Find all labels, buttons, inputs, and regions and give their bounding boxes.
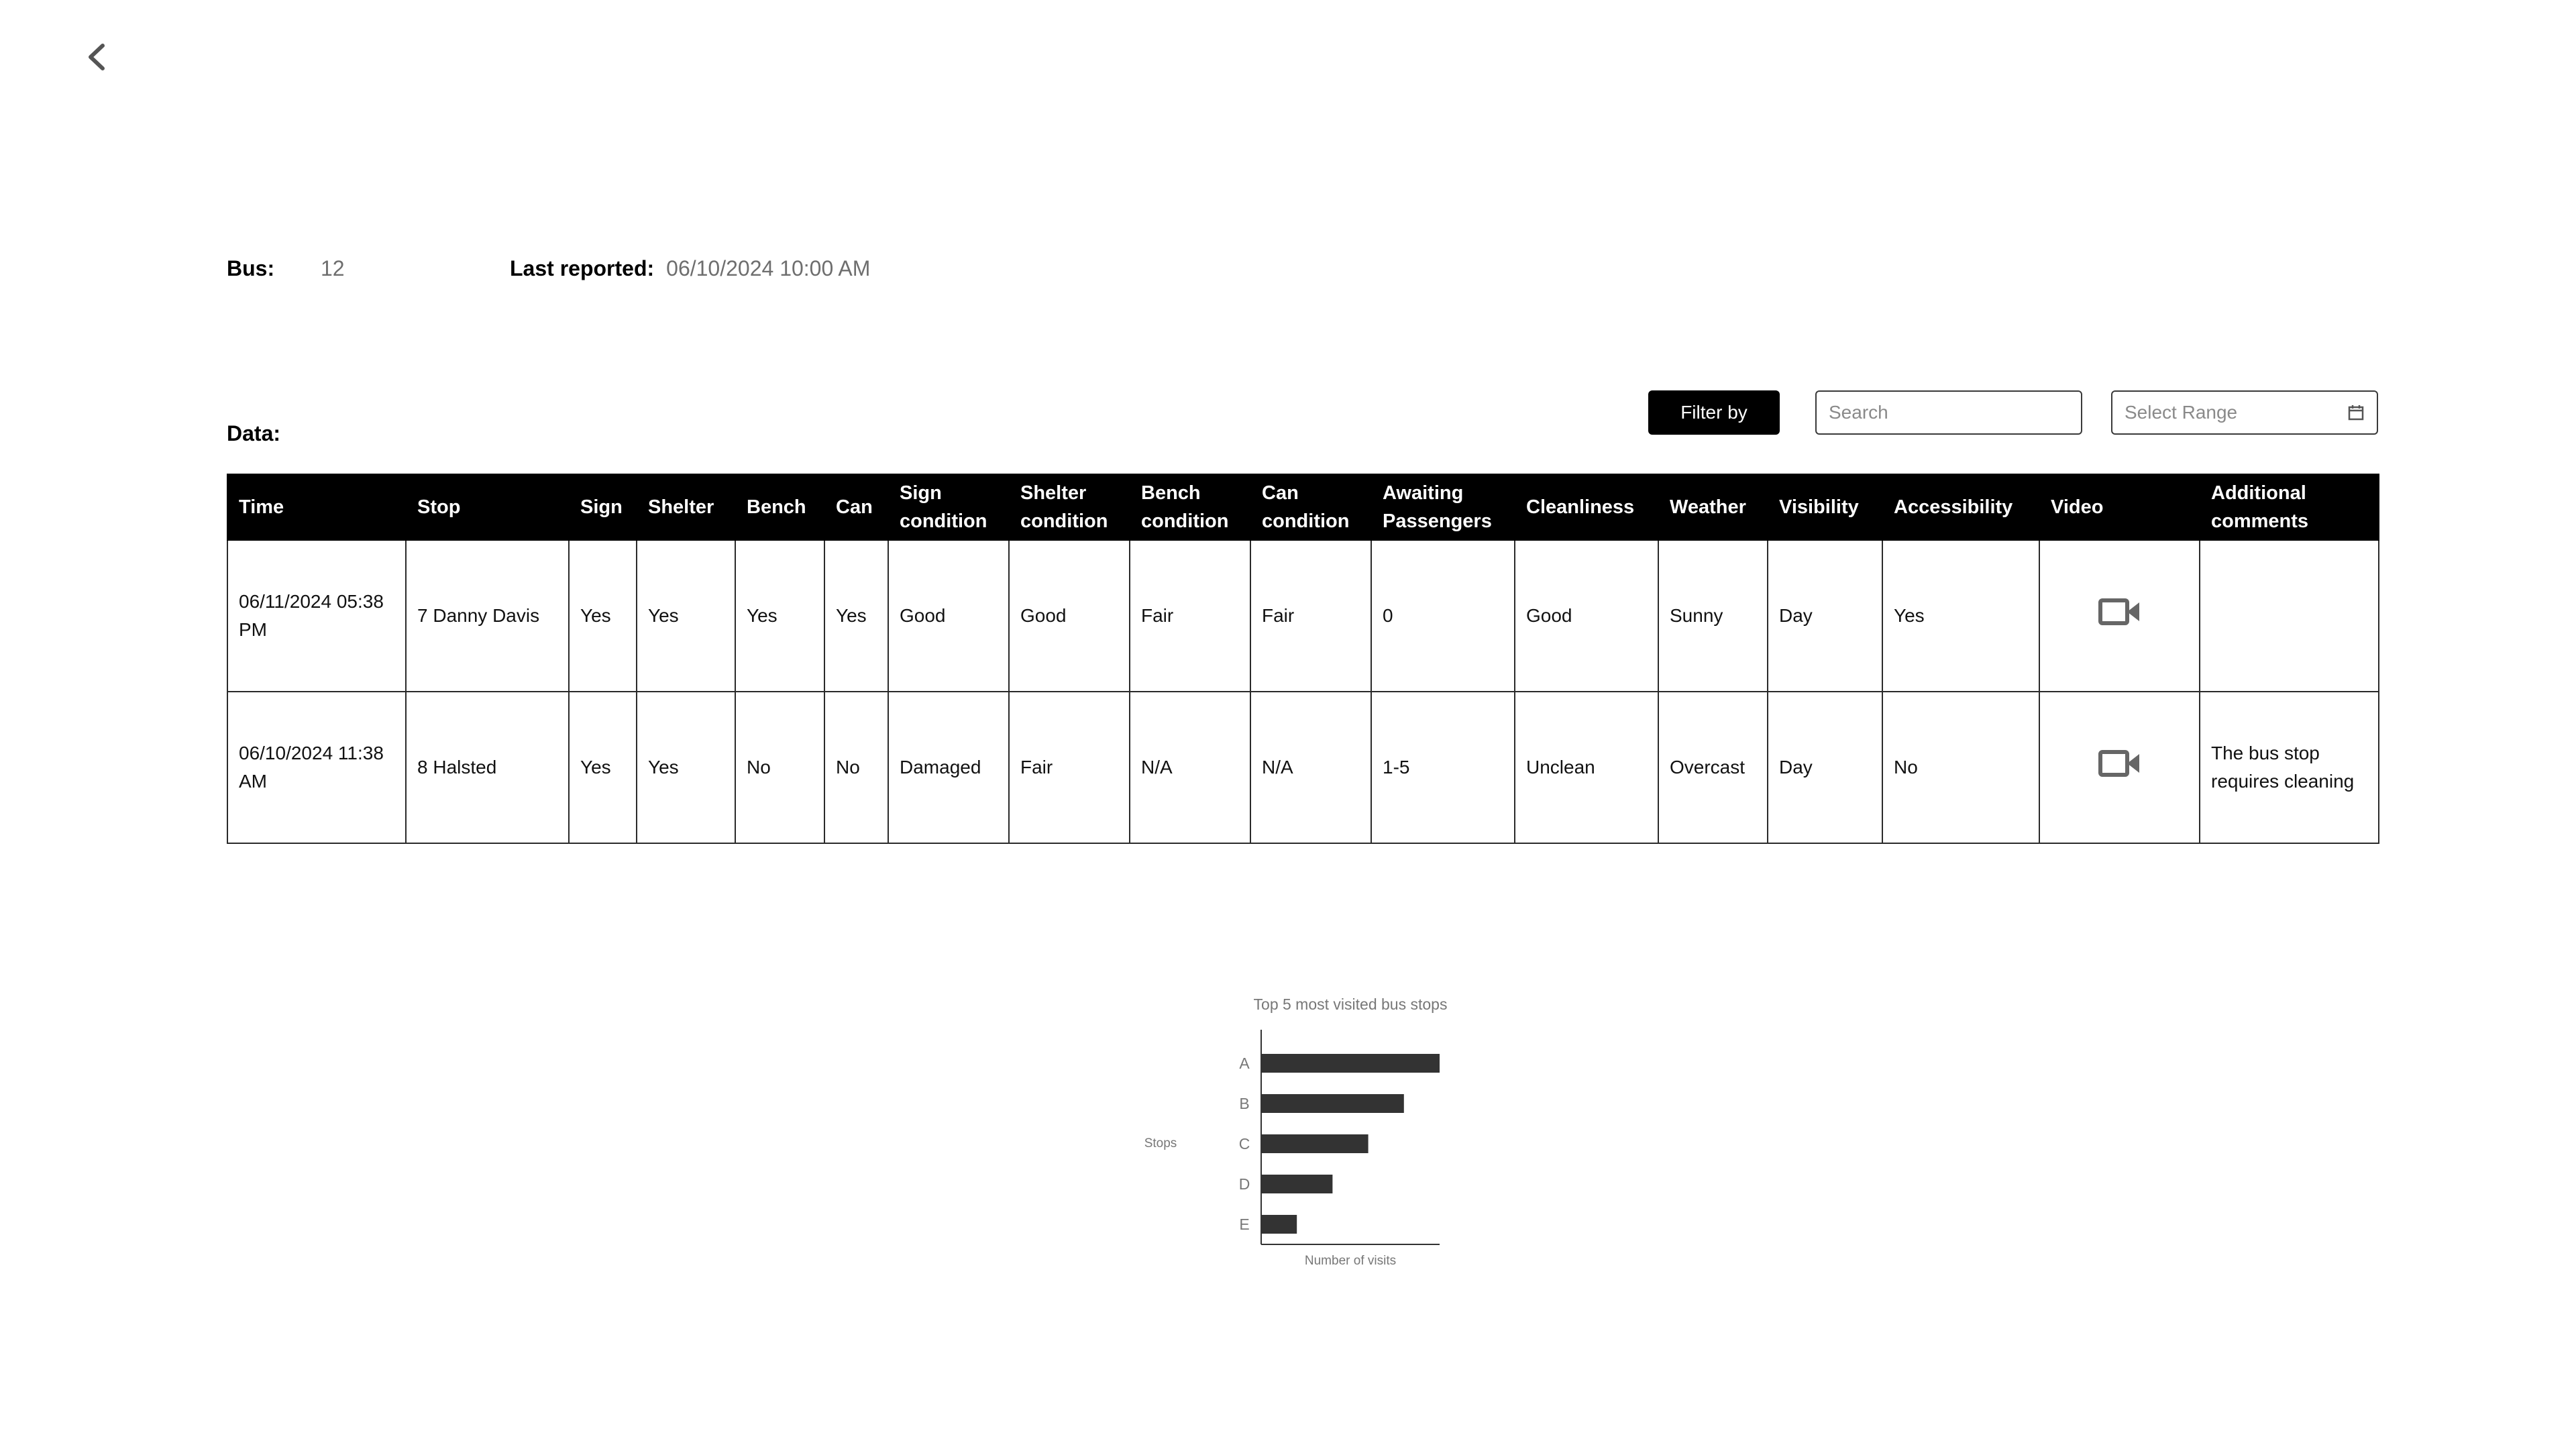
cell-video	[2039, 540, 2200, 692]
bus-value: 12	[321, 256, 345, 280]
header-can-condition[interactable]: Can condition	[1250, 474, 1371, 540]
header-additional-comments[interactable]: Additional comments	[2200, 474, 2379, 540]
header-bench[interactable]: Bench	[735, 474, 824, 540]
cell-stop: 7 Danny Davis	[406, 540, 569, 692]
cell-shelter: Yes	[637, 692, 735, 843]
header-sign[interactable]: Sign	[569, 474, 637, 540]
cell-sign: Yes	[569, 692, 637, 843]
y-tick-label: C	[1238, 1135, 1250, 1152]
header-stop[interactable]: Stop	[406, 474, 569, 540]
video-camera-icon[interactable]	[2098, 597, 2142, 627]
chart-bar	[1261, 1134, 1368, 1153]
cell-visibility: Day	[1768, 692, 1882, 843]
chart-bar	[1261, 1054, 1440, 1073]
top-stops-chart	[1140, 986, 1516, 1268]
cell-visibility: Day	[1768, 540, 1882, 692]
header-sign-condition[interactable]: Sign condition	[888, 474, 1009, 540]
cell-sign: Yes	[569, 540, 637, 692]
y-tick-label: D	[1238, 1175, 1250, 1193]
table-header-row	[227, 474, 2379, 540]
cell-accessibility: No	[1882, 692, 2039, 843]
cell-shelter-condition: Good	[1009, 540, 1130, 692]
cell-can: No	[824, 692, 888, 843]
cell-awaiting-passengers: 0	[1371, 540, 1515, 692]
cell-bench: Yes	[735, 540, 824, 692]
cell-stop: 8 Halsted	[406, 692, 569, 843]
cell-time: 06/11/2024 05:38 PM	[227, 540, 406, 692]
cell-awaiting-passengers: 1-5	[1371, 692, 1515, 843]
header-visibility[interactable]: Visibility	[1768, 474, 1882, 540]
x-axis-label: Number of visits	[1304, 1254, 1397, 1268]
cell-shelter-condition: Fair	[1009, 692, 1130, 843]
chevron-left-icon	[84, 40, 111, 74]
bar-chart	[1140, 986, 1516, 1268]
cell-time: 06/10/2024 11:38 AM	[227, 692, 406, 843]
chart-bar	[1261, 1094, 1404, 1113]
cell-accessibility: Yes	[1882, 540, 2039, 692]
cell-bench: No	[735, 692, 824, 843]
cell-bench-condition: N/A	[1130, 692, 1250, 843]
select-range-input[interactable]	[2111, 390, 2378, 435]
search-input[interactable]	[1815, 390, 2082, 435]
cell-cleanliness: Good	[1515, 540, 1658, 692]
cell-shelter: Yes	[637, 540, 735, 692]
reports-table	[227, 474, 2379, 844]
chart-title: Top 5 most visited bus stops	[1253, 996, 1448, 1013]
y-tick-label: B	[1239, 1095, 1250, 1112]
table-row[interactable]	[227, 692, 2379, 843]
cell-video	[2039, 692, 2200, 843]
table-row[interactable]	[227, 540, 2379, 692]
filter-by-button[interactable]: Filter by	[1648, 390, 1780, 435]
header-shelter[interactable]: Shelter	[637, 474, 735, 540]
cell-can-condition: Fair	[1250, 540, 1371, 692]
bus-info-row	[227, 254, 870, 283]
cell-cleanliness: Unclean	[1515, 692, 1658, 843]
chart-bar	[1261, 1175, 1332, 1193]
header-bench-condition[interactable]: Bench condition	[1130, 474, 1250, 540]
cell-weather: Overcast	[1658, 692, 1768, 843]
cell-can-condition: N/A	[1250, 692, 1371, 843]
calendar-icon	[2347, 404, 2365, 421]
bus-label: Bus:	[227, 256, 275, 280]
cell-can: Yes	[824, 540, 888, 692]
cell-bench-condition: Fair	[1130, 540, 1250, 692]
last-reported-value: 06/10/2024 10:00 AM	[666, 256, 871, 280]
video-camera-icon[interactable]	[2098, 749, 2142, 778]
header-can[interactable]: Can	[824, 474, 888, 540]
header-awaiting-passengers[interactable]: Awaiting Passengers	[1371, 474, 1515, 540]
cell-sign-condition: Damaged	[888, 692, 1009, 843]
header-accessibility[interactable]: Accessibility	[1882, 474, 2039, 540]
y-tick-label: E	[1239, 1216, 1250, 1233]
cell-sign-condition: Good	[888, 540, 1009, 692]
last-reported-label: Last reported:	[510, 256, 655, 280]
y-tick-label: A	[1239, 1055, 1250, 1072]
header-weather[interactable]: Weather	[1658, 474, 1768, 540]
y-axis-label: Stops	[1144, 1136, 1177, 1150]
header-time[interactable]: Time	[227, 474, 406, 540]
cell-additional-comments: The bus stop requires cleaning	[2200, 692, 2379, 843]
data-heading: Data:	[227, 421, 281, 445]
cell-additional-comments	[2200, 540, 2379, 692]
header-video[interactable]: Video	[2039, 474, 2200, 540]
cell-weather: Sunny	[1658, 540, 1768, 692]
header-cleanliness[interactable]: Cleanliness	[1515, 474, 1658, 540]
select-range-placeholder: Select Range	[2125, 402, 2238, 423]
back-button[interactable]	[74, 34, 121, 80]
header-shelter-condition[interactable]: Shelter condition	[1009, 474, 1130, 540]
chart-bar	[1261, 1215, 1297, 1234]
